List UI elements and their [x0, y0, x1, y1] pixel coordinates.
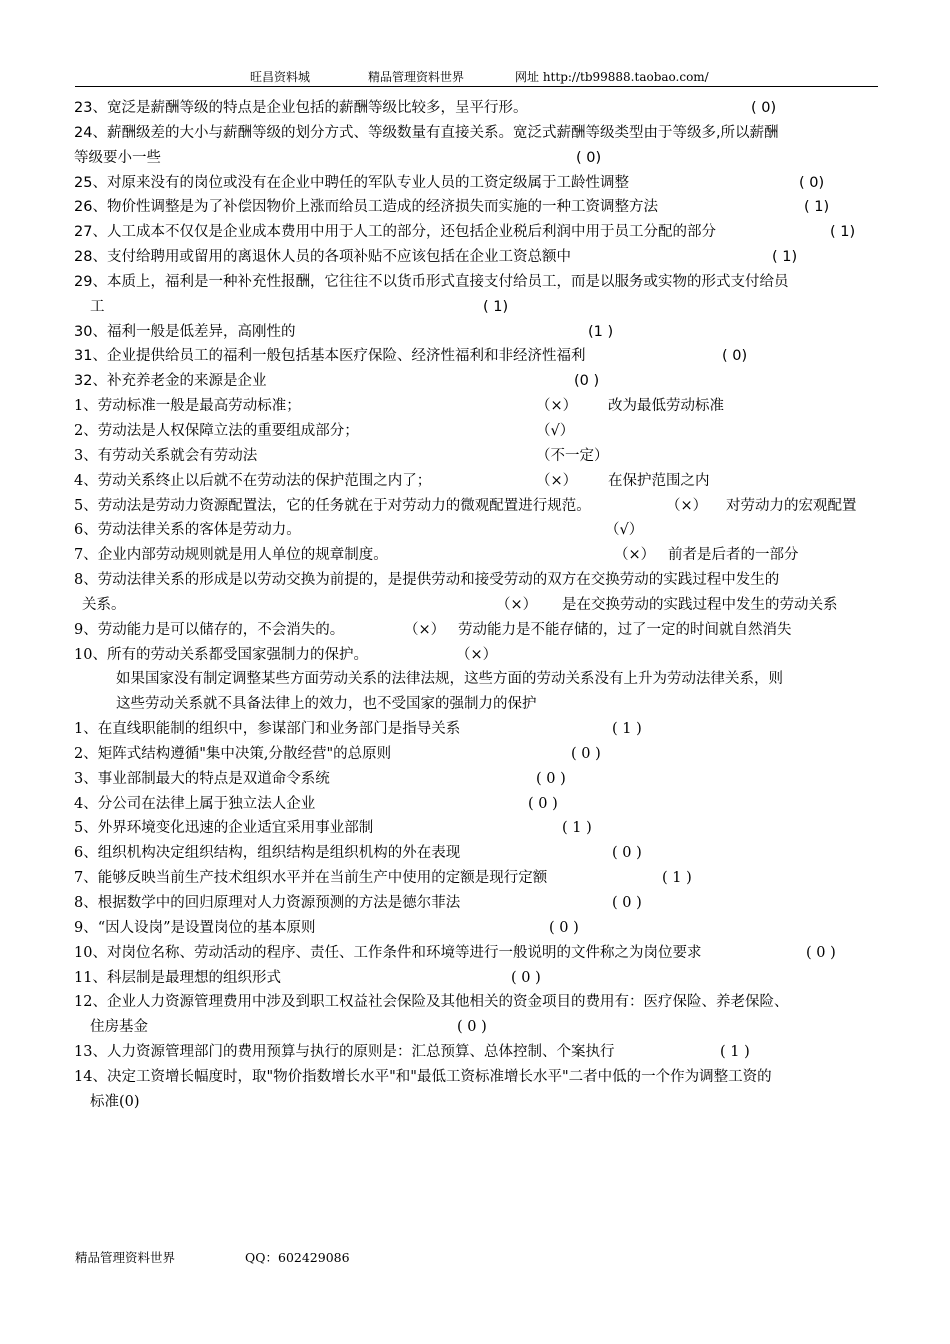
- statement-answer: ( 1 ): [562, 820, 592, 837]
- statement-line: [74, 941, 880, 966]
- statement-answer: ( 0): [751, 100, 777, 116]
- explanation-line: [74, 692, 880, 717]
- statement-line: [74, 1065, 880, 1090]
- statement-answer: （√）: [536, 422, 575, 439]
- statement-text: 6、劳动法律关系的客体是劳动力。: [74, 522, 301, 539]
- statement-answer: （不一定）: [536, 447, 609, 464]
- statement-answer: （×）: [536, 398, 578, 415]
- statement-text: 13、人力资源管理部门的费用预算与执行的原则是：汇总预算、总体控制、个案执行: [74, 1044, 615, 1061]
- statement-text: 4、分公司在法律上属于独立法人企业: [74, 795, 316, 812]
- statement-note: 前者是后者的一部分: [668, 547, 799, 564]
- statement-text: 9、劳动能力是可以储存的，不会消失的。: [74, 621, 345, 638]
- statement-answer: ( 0 ): [457, 1019, 487, 1036]
- statement-text: 3、事业部制最大的特点是双道命令系统: [74, 770, 330, 787]
- statement-text: 31、企业提供给员工的福利一般包括基本医疗保险、经济性福利和非经济性福利: [74, 348, 586, 365]
- statement-answer: ( 0 ): [511, 969, 541, 986]
- statement-text: 10、对岗位名称、劳动活动的程序、责任、工作条件和环境等进行一般说明的文件称之为岗位要求: [74, 944, 702, 961]
- statement-line: [74, 1090, 880, 1115]
- statement-line: [74, 866, 880, 891]
- statement-line: [74, 146, 880, 171]
- statement-line: [74, 419, 880, 444]
- footer-site-name: 精品管理资料世界: [75, 1250, 176, 1265]
- statement-note: 是在交换劳动的实践过程中发生的劳动关系: [562, 596, 838, 613]
- statement-text: 3、有劳动关系就会有劳动法: [74, 447, 258, 464]
- statement-text: 32、补充养老金的来源是企业: [74, 373, 267, 390]
- statement-line: [74, 767, 880, 792]
- statement-answer: ( 0): [722, 348, 748, 365]
- explanation-text: 如果国家没有制定调整某些方面劳动关系的法律法规，这些方面的劳动关系没有上升为劳动法律关系，则: [116, 671, 783, 688]
- statement-line: [74, 494, 880, 519]
- statement-text: 25、对原来没有的岗位或没有在企业中聘任的军队专业人员的工资定级属于工龄性调整: [74, 174, 629, 191]
- statement-text: 10、所有的劳动关系都受国家强制力的保护。: [74, 646, 368, 663]
- statement-answer: (1 ): [588, 323, 614, 340]
- statement-line: [74, 518, 880, 543]
- statement-text: 标准(0): [90, 1093, 140, 1110]
- statement-text: 2、劳动法是人权保障立法的重要组成部分；: [74, 422, 359, 439]
- statement-line: [74, 195, 880, 220]
- statement-line: [74, 742, 880, 767]
- statement-text: 29、本质上，福利是一种补充性报酬，它往往不以货币形式直接支付给员工，而是以服务或实物的形式支付给员: [74, 273, 789, 290]
- statement-line: [74, 618, 880, 643]
- statement-answer: ( 0): [576, 149, 602, 166]
- statement-text: 5、劳动法是劳动力资源配置法，它的任务就在于对劳动力的微观配置进行规范。: [74, 497, 591, 514]
- statement-answer: （×）: [536, 472, 578, 489]
- explanation-line: [74, 667, 880, 692]
- statement-line: [74, 96, 880, 121]
- statement-note: 改为最低劳动标准: [608, 398, 724, 415]
- statement-text: 9、“因人设岗”是设置岗位的基本原则: [74, 919, 316, 936]
- statement-text: 关系。: [82, 596, 126, 613]
- statement-answer: ( 0 ): [612, 895, 642, 911]
- statement-answer: ( 0 ): [536, 770, 566, 787]
- statement-text: 27、人工成本不仅仅是企业成本费用中用于人工的部分，还包括企业税后利润中用于员工分配的部分: [74, 224, 716, 241]
- footer-qq: QQ：602429086: [245, 1250, 350, 1265]
- statement-line: [74, 369, 880, 394]
- page-header: [75, 66, 878, 87]
- statement-text: 4、劳动关系终止以后就不在劳动法的保护范围之内了；: [74, 472, 432, 489]
- statement-answer: ( 0): [799, 174, 825, 191]
- statement-line: [74, 916, 880, 941]
- statement-text: 1、在直线职能制的组织中，参谋部门和业务部门是指导关系: [74, 721, 461, 738]
- statement-answer: ( 1): [772, 249, 798, 266]
- statement-text: 2、矩阵式结构遵循"集中决策,分散经营"的总原则: [74, 745, 392, 762]
- statement-line: [74, 643, 880, 668]
- statement-text: 住房基金: [90, 1019, 148, 1036]
- statement-note: 劳动能力是不能存储的，过了一定的时间就自然消失: [458, 621, 792, 638]
- statement-note: 对劳动力的宏观配置: [726, 497, 857, 514]
- statement-text: 8、根据数学中的回归原理对人力资源预测的方法是德尔菲法: [74, 895, 461, 911]
- statement-answer: ( 0 ): [528, 795, 558, 812]
- statement-answer: ( 0 ): [806, 944, 836, 961]
- statement-answer: ( 1 ): [720, 1044, 750, 1061]
- statement-line: [74, 320, 880, 345]
- statement-text: 11、科层制是最理想的组织形式: [74, 969, 281, 986]
- header-url[interactable]: 网址 http://tb99888.taobao.com/: [515, 70, 709, 84]
- statement-answer: ( 0 ): [571, 745, 601, 762]
- header-site-slogan: 精品管理资料世界: [368, 70, 465, 84]
- statement-text: 1、劳动标准一般是最高劳动标准；: [74, 398, 301, 415]
- statement-answer: ( 1 ): [612, 721, 642, 738]
- header-site-name: 旺昌资料城: [250, 70, 311, 84]
- statement-line: [74, 344, 880, 369]
- statement-line: [74, 568, 880, 593]
- statement-answer: ( 0 ): [549, 919, 579, 936]
- statement-answer: ( 1): [804, 199, 830, 216]
- statement-text: 5、外界环境变化迅速的企业适宜采用事业部制: [74, 820, 374, 837]
- statement-text: 6、组织机构决定组织结构，组织结构是组织机构的外在表现: [74, 845, 461, 862]
- statement-text: 23、宽泛是薪酬等级的特点是企业包括的薪酬等级比较多，呈平行形。: [74, 100, 528, 116]
- statement-answer: ( 1): [483, 298, 509, 315]
- statement-note: 在保护范围之内: [608, 472, 710, 489]
- statement-line: [74, 593, 880, 618]
- statement-text: 8、劳动法律关系的形成是以劳动交换为前提的，是提供劳动和接受劳动的双方在交换劳动的实践过程中发生的: [74, 572, 780, 589]
- statement-answer: （×）: [404, 621, 446, 638]
- statement-line: [74, 270, 880, 295]
- statement-line: [74, 121, 880, 146]
- statement-line: [74, 469, 880, 494]
- document-body: [74, 96, 880, 1115]
- statement-line: [74, 792, 880, 817]
- statement-answer: （√）: [605, 522, 644, 539]
- statement-answer: （×）: [456, 646, 498, 663]
- statement-line: [74, 990, 880, 1015]
- statement-line: [74, 171, 880, 196]
- statement-line: [74, 717, 880, 742]
- statement-answer: ( 0 ): [612, 845, 642, 862]
- statement-line: [74, 816, 880, 841]
- statement-line: [74, 245, 880, 270]
- statement-text: 12、企业人力资源管理费用中涉及到职工权益社会保险及其他相关的资金项目的费用有：医疗保险、养老保险、: [74, 994, 789, 1011]
- statement-line: [74, 1040, 880, 1065]
- statement-answer: （×）: [496, 596, 538, 613]
- explanation-text: 这些劳动关系就不具备法律上的效力，也不受国家的强制力的保护: [116, 696, 537, 713]
- statement-text: 14、决定工资增长幅度时，取"物价指数增长水平"和"最低工资标准增长水平"二者中低的一个作为调整工资的: [74, 1068, 772, 1085]
- statement-text: 等级要小一些: [74, 149, 161, 166]
- statement-text: 7、能够反映当前生产技术组织水平并在当前生产中使用的定额是现行定额: [74, 870, 548, 887]
- statement-line: [74, 220, 880, 245]
- statement-answer: （×）: [666, 497, 708, 514]
- statement-line: [74, 444, 880, 469]
- statement-text: 工: [90, 298, 105, 315]
- statement-line: [74, 543, 880, 568]
- statement-answer: (0 ): [574, 373, 600, 390]
- statement-answer: ( 1): [830, 224, 856, 241]
- statement-answer: （×）: [614, 547, 656, 564]
- statement-text: 24、薪酬级差的大小与薪酬等级的划分方式、等级数量有直接关系。宽泛式薪酬等级类型由于等级多,所以薪酬: [74, 124, 779, 141]
- statement-text: 30、福利一般是低差异，高刚性的: [74, 323, 296, 340]
- statement-text: 26、物价性调整是为了补偿因物价上涨而给员工造成的经济损失而实施的一种工资调整方法: [74, 199, 658, 216]
- statement-line: [74, 966, 880, 991]
- statement-line: [74, 1015, 880, 1040]
- statement-line: [74, 841, 880, 866]
- statement-text: 28、支付给聘用或留用的离退休人员的各项补贴不应该包括在企业工资总额中: [74, 249, 571, 266]
- statement-line: [74, 891, 880, 916]
- statement-line: [74, 295, 880, 320]
- statement-answer: ( 1 ): [662, 870, 692, 887]
- statement-line: [74, 394, 880, 419]
- statement-text: 7、企业内部劳动规则就是用人单位的规章制度。: [74, 547, 388, 564]
